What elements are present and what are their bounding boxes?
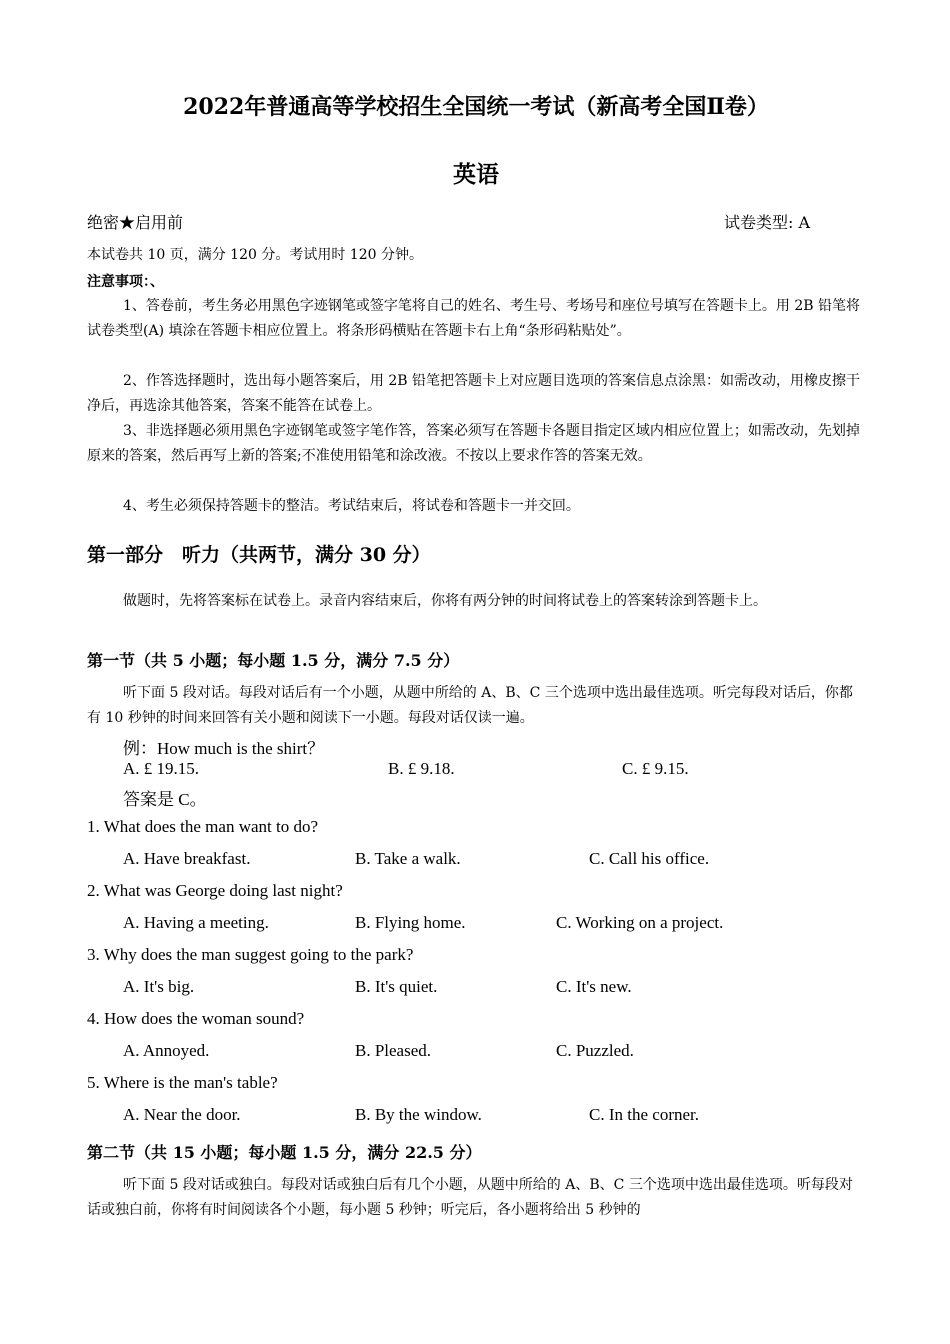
paper-type-label: 试卷类型: A bbox=[724, 213, 811, 232]
example-option-c: C. £ 9.15. bbox=[622, 759, 689, 778]
question-4: 4. How does the woman sound? bbox=[87, 1009, 305, 1028]
q3-option-c: C. It's new. bbox=[556, 977, 632, 996]
q3-option-b: B. It's quiet. bbox=[355, 977, 438, 996]
q5-option-b: B. By the window. bbox=[355, 1105, 482, 1124]
notice-title: 注意事项：、 bbox=[87, 274, 164, 290]
notice-item-2: 2、作答选择题时，选出每小题答案后，用 2B 铅笔把答题卡上对应题目选项的答案信息点涂黑：如需改动，用橡皮擦干净后，再选涂其他答案，答案不能答在试卷上。 bbox=[87, 373, 860, 414]
q1-option-b: B. Take a walk. bbox=[355, 849, 461, 868]
exam-subject: 英语 bbox=[453, 161, 499, 188]
question-3: 3. Why does the man suggest going to the park? bbox=[87, 945, 414, 964]
secret-label: 绝密★启用前 bbox=[87, 213, 184, 232]
q1-option-c: C. Call his office. bbox=[589, 849, 710, 868]
part1-heading: 第一部分 听力（共两节，满分 30 分） bbox=[87, 544, 431, 566]
example-answer: 答案是 C。 bbox=[123, 790, 207, 809]
exam-summary: 本试卷共 10 页，满分 120 分。考试用时 120 分钟。 bbox=[87, 247, 423, 263]
q2-option-b: B. Flying home. bbox=[355, 913, 466, 932]
q2-option-c: C. Working on a project. bbox=[556, 913, 724, 932]
q1-option-a: A. Have breakfast. bbox=[123, 849, 251, 868]
q5-option-a: A. Near the door. bbox=[123, 1105, 241, 1124]
question-2: 2. What was George doing last night? bbox=[87, 881, 343, 900]
section2-heading: 第二节（共 15 小题；每小题 1.5 分，满分 22.5 分） bbox=[87, 1143, 482, 1162]
q4-option-a: A. Annoyed. bbox=[123, 1041, 210, 1060]
notice-item-3: 3、非选择题必须用黑色字迹钢笔或签字笔作答，答案必须写在答题卡各题目指定区域内相应位置上；如需改动，先划掉原来的答案，然后再写上新的答案;不准使用铅笔和涂改液。不按以上要求作答的答案无效。 bbox=[87, 423, 860, 464]
q4-option-b: B. Pleased. bbox=[355, 1041, 432, 1060]
section1-heading: 第一节（共 5 小题；每小题 1.5 分，满分 7.5 分） bbox=[87, 651, 460, 670]
q3-option-a: A. It's big. bbox=[123, 977, 195, 996]
exam-title: 2022年普通高等学校招生全国统一考试（新高考全国Ⅱ卷） bbox=[183, 94, 769, 120]
question-1: 1. What does the man want to do? bbox=[87, 817, 319, 836]
example-question: 例：How much is the shirt？ bbox=[123, 739, 325, 758]
section1-instruction: 听下面 5 段对话。每段对话后有一个小题，从题中所给的 A、B、C 三个选项中选出最佳选项。听完每段对话后，你都有 10 秒钟的时间来回答有关小题和阅读下一小题。每段对话仅读一遍。 bbox=[87, 685, 853, 726]
example-option-a: A. £ 19.15. bbox=[123, 759, 200, 778]
part1-instruction: 做题时，先将答案标在试卷上。录音内容结束后，你将有两分钟的时间将试卷上的答案转涂到答题卡上。 bbox=[123, 593, 767, 609]
secret-row bbox=[87, 210, 865, 233]
q2-option-a: A. Having a meeting. bbox=[123, 913, 269, 932]
question-5: 5. Where is the man's table? bbox=[87, 1073, 278, 1092]
q5-option-c: C. In the corner. bbox=[589, 1105, 699, 1124]
section2-instruction: 听下面 5 段对话或独白。每段对话或独白后有几个小题，从题中所给的 A、B、C 三个选项中选出最佳选项。听每段对话或独白前，你将有时间阅读各个小题，每小题 5 秒钟；听完后，各小题将给出 5 秒钟的 bbox=[87, 1177, 853, 1218]
notice-item-1: 1、答卷前，考生务必用黑色字迹钢笔或签字笔将自己的姓名、考生号、考场号和座位号填写在答题卡上。用 2B 铅笔将试卷类型(A) 填涂在答题卡相应位置上。将条形码横贴在答题卡右上角“条形码粘贴处”。 bbox=[87, 298, 860, 339]
notice-item-4: 4、考生必须保持答题卡的整洁。考试结束后，将试卷和答题卡一并交回。 bbox=[123, 498, 580, 514]
q4-option-c: C. Puzzled. bbox=[556, 1041, 634, 1060]
example-option-b: B. £ 9.18. bbox=[388, 759, 455, 778]
